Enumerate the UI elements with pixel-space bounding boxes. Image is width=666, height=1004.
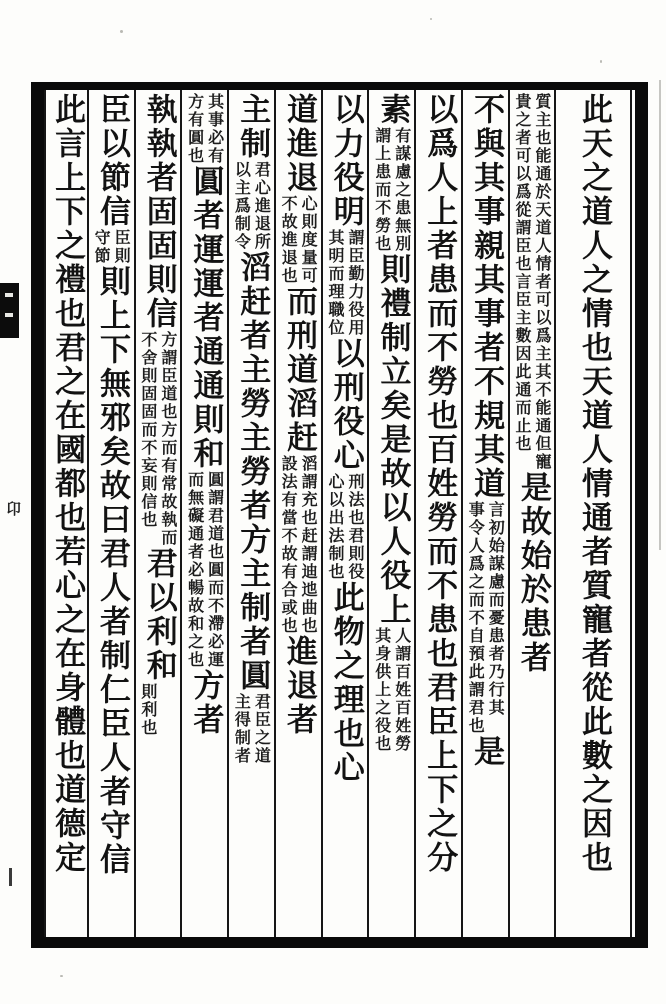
paper-speck (120, 30, 123, 33)
large-text-run: 進退者 (281, 635, 317, 737)
text-column-3 (461, 90, 508, 937)
annotation-subcolumn-left: 主得制者 (232, 693, 252, 765)
paper-speck (430, 18, 432, 20)
annotation-subcolumn-right: 有謀慮之患無別 (392, 127, 412, 253)
text-column-7 (274, 90, 321, 937)
annotation-subcolumn-right: 謂臣勤力役用 (345, 229, 365, 337)
annotation-subcolumn-right: 方謂臣道也方而有常故執而 (158, 331, 178, 547)
annotation-subcolumn-right: 質主也能通於天道人情者可以爲主其不能通但寵 (533, 93, 552, 471)
annotation-subcolumn-left: 謂上患而不勞也 (372, 127, 392, 253)
annotation-subcolumn-right: 心則度量可 (299, 195, 319, 285)
annotation-subcolumn-left: 以主爲制令 (232, 161, 252, 251)
annotation-note (138, 683, 178, 737)
large-text-run: 執執者固固則信 (140, 93, 177, 331)
tab-glyph-remnant (5, 293, 13, 297)
annotation-note (372, 627, 412, 753)
large-text-run: 圓者運運者通通則和 (187, 165, 224, 471)
text-column-6 (321, 90, 368, 937)
text-column-5 (367, 90, 414, 937)
annotation-subcolumn-left: 則利也 (138, 683, 158, 737)
annotation-note (91, 229, 131, 265)
text-column-1 (554, 90, 632, 937)
annotation-subcolumn-left: 其明而理職位 (325, 229, 345, 337)
annotation-subcolumn-left: 而無礙通者必暢故和之也 (185, 471, 205, 669)
annotation-note (185, 471, 225, 669)
large-text-run: 以刑役心 (327, 337, 364, 473)
large-text-run: 素 (374, 93, 411, 127)
large-text-run: 以力役明 (327, 93, 364, 229)
annotation-note (512, 93, 552, 471)
large-text-run: 此言上下之禮也君之在國都也若心之在身體也道德定 (49, 93, 86, 875)
text-column-9 (180, 90, 227, 937)
annotation-subcolumn-left: 貴之者可以爲從謂臣也言臣主數因此通而止也 (513, 93, 532, 453)
annotation-note (465, 501, 505, 735)
large-text-run: 而刑道滔赶 (281, 285, 317, 455)
margin-mark: 卬 (6, 500, 22, 518)
text-column-4 (414, 90, 461, 937)
large-text-run: 主制 (234, 93, 271, 161)
annotation-subcolumn-left: 設法有當不故有合或也 (279, 455, 299, 635)
margin-volume-tab (0, 283, 19, 338)
text-column-11 (87, 90, 134, 937)
annotation-note (138, 331, 178, 547)
annotation-subcolumn-right: 刑法也君則役 (345, 473, 365, 581)
margin-tick (9, 868, 12, 886)
text-column-12 (44, 90, 87, 937)
annotation-subcolumn-left: 不舍則固固而不妄則信也 (138, 331, 158, 529)
large-text-run: 道進退 (281, 93, 317, 195)
text-column-10 (134, 90, 181, 937)
annotation-note (372, 127, 412, 253)
annotation-subcolumn-left: 事令人爲之而不自預此謂君也 (466, 501, 486, 735)
large-text-run: 臣以節信 (93, 93, 130, 229)
large-text-run: 方者 (187, 669, 224, 737)
paper-speck (600, 60, 602, 63)
annotation-subcolumn-right: 君心進退所 (252, 161, 272, 251)
annotation-subcolumn-right: 圓謂君道也圓而不滯必運 (205, 471, 225, 669)
large-text-run: 此物之理也心 (327, 581, 364, 785)
annotation-subcolumn-left: 守節 (92, 229, 112, 265)
large-text-run: 以爲人上者患而不勞也百姓勞而不患也君臣上下之分 (421, 93, 458, 875)
annotation-subcolumn-right: 君臣之道 (252, 693, 272, 765)
annotation-subcolumn-left: 其身供上之役也 (372, 627, 392, 753)
large-text-run: 是 (468, 735, 505, 769)
annotation-note (231, 161, 271, 251)
annotation-subcolumn-right (158, 683, 178, 737)
annotation-subcolumn-right: 滔謂充也赶謂迪迆曲也 (299, 455, 319, 635)
annotation-note (325, 473, 365, 581)
large-text-run: 則禮制立矣是故以人役上 (374, 253, 411, 627)
annotation-note (325, 229, 365, 337)
large-text-run: 不與其事親其事者不規其道 (468, 93, 505, 501)
page-edge-line (659, 80, 661, 550)
annotation-subcolumn-right: 人謂百姓百姓勞 (392, 627, 412, 753)
large-text-run: 君以利和 (140, 547, 177, 683)
annotation-subcolumn-left: 方有圓也 (185, 93, 205, 165)
annotation-subcolumn-left: 不故進退也 (279, 195, 299, 285)
paper-speck (60, 975, 63, 977)
annotation-subcolumn-right: 言初始謀慮而憂患者乃行其 (486, 501, 506, 717)
large-text-run: 滔赶者主勞主勞者方主制者圓 (234, 251, 271, 693)
text-frame (31, 82, 648, 948)
annotation-subcolumn-right: 臣則 (112, 229, 132, 265)
large-text-run: 此天之道人之情也天道人情通者質寵者從此數之因也 (576, 93, 613, 875)
annotation-note (231, 693, 271, 765)
annotation-note (278, 195, 318, 285)
annotation-note (278, 455, 318, 635)
large-text-run: 是故始於患者 (514, 471, 551, 675)
text-column-8 (227, 90, 274, 937)
tab-glyph-remnant (5, 313, 13, 317)
annotation-subcolumn-right: 其事必有 (205, 93, 225, 165)
text-column-2 (508, 90, 555, 937)
large-text-run: 則上下無邪矣故曰君人者制仁臣人者守信 (93, 265, 130, 877)
annotation-note (185, 93, 225, 165)
annotation-subcolumn-left: 心以出法制也 (325, 473, 345, 581)
